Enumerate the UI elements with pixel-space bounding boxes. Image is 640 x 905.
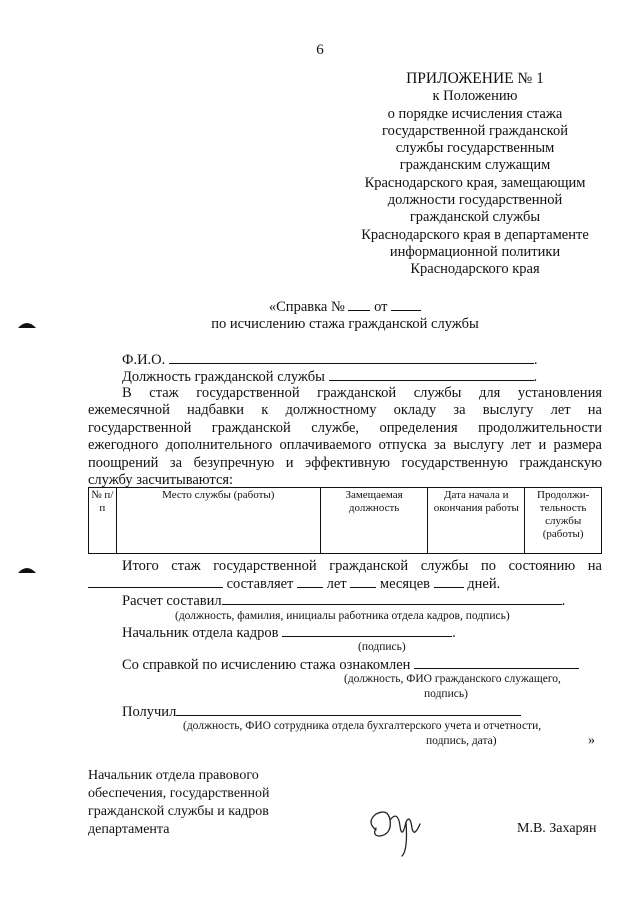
appendix-line: к Положению: [432, 88, 518, 105]
appendix-title: ПРИЛОЖЕНИЕ № 1: [406, 70, 544, 87]
acq-hint2: подпись): [424, 688, 468, 700]
calc-blank: [222, 592, 562, 605]
col-header-dates: Дата начала и окончания работы: [428, 488, 525, 554]
appendix-header: [345, 70, 605, 279]
appendix-line: должности государственной: [387, 192, 563, 209]
service-paragraph: В стаж государственной гражданской службы для установления ежемесячной надбавки к должностному окладу за выслугу лет на государственной гражданской службе, определения продолжительности ежегодного дополнительного оплачиваемого отпуска за выслугу лет и размера поощрений за безупречную и эффективную государственную гражданскую службу засчитываются:: [88, 385, 602, 489]
position-blank: [329, 368, 534, 381]
acq-blank: [414, 656, 579, 669]
acq-hint1: (должность, ФИО гражданского служащего,: [344, 673, 561, 685]
recv-hint1: (должность, ФИО сотрудника отдела бухгалтерского учета и отчетности,: [183, 720, 542, 732]
closing-quote: »: [588, 733, 595, 748]
certificate-subtitle: по исчислению стажа гражданской службы: [211, 316, 479, 332]
total-values: составляет лет месяцев дней.: [88, 575, 602, 593]
acq-signature: Со справкой по исчислению стажа ознакомлен: [122, 656, 579, 674]
punch-hole-mark: [18, 565, 36, 573]
recv-hint2: подпись, дата): [426, 735, 497, 747]
years-blank: [297, 575, 323, 588]
handwritten-signature: [362, 800, 432, 860]
col-header-place: Место службы (работы): [116, 488, 320, 554]
col-header-duration: Продолжи-тельность службы (работы): [525, 488, 602, 554]
date-blank: [391, 298, 421, 311]
appendix-line: службы государственным: [395, 140, 555, 157]
head-hint: (подпись): [358, 641, 406, 653]
appendix-line: государственной гражданской: [382, 122, 568, 139]
appendix-line: информационной политики: [389, 243, 561, 260]
appendix-line: Краснодарского края в департаменте: [361, 226, 589, 243]
days-blank: [434, 575, 464, 588]
position-field: Должность гражданской службы .: [122, 369, 538, 385]
col-header-number: № п/п: [89, 488, 117, 554]
fio-blank: [169, 351, 534, 364]
total-paragraph: Итого стаж государственной гражданской службы по состоянию на составляет лет месяцев дней.: [88, 558, 602, 594]
signatory-name: М.В. Захарян: [517, 821, 597, 836]
appendix-line: о порядке исчисления стажа: [387, 105, 563, 122]
appendix-line: Краснодарского края: [410, 261, 540, 278]
service-table: [88, 487, 602, 554]
head-signature: Начальник отдела кадров .: [122, 625, 456, 641]
footer-position: Начальник отдела правового обеспечения, государственной гражданской службы и кадров департамента: [88, 768, 270, 837]
recv-signature: Получил: [122, 703, 521, 721]
head-blank: [282, 624, 452, 637]
fio-field: Ф.И.О. .: [122, 352, 538, 368]
col-header-position: Замещаемая должность: [320, 488, 427, 554]
certificate-title: «Справка № от: [0, 298, 640, 316]
appendix-line: гражданским служащим: [399, 157, 551, 174]
appendix-line: гражданской службы: [409, 209, 541, 226]
number-blank: [348, 298, 370, 311]
recv-blank: [176, 703, 521, 716]
appendix-line: Краснодарского края, замещающим: [364, 174, 586, 191]
months-blank: [350, 575, 376, 588]
total-date-blank: [88, 575, 223, 588]
calc-signature: Расчет составил .: [122, 593, 566, 609]
calc-hint: (должность, фамилия, инициалы работника отдела кадров, подпись): [175, 610, 510, 622]
page-number: 6: [316, 42, 324, 58]
